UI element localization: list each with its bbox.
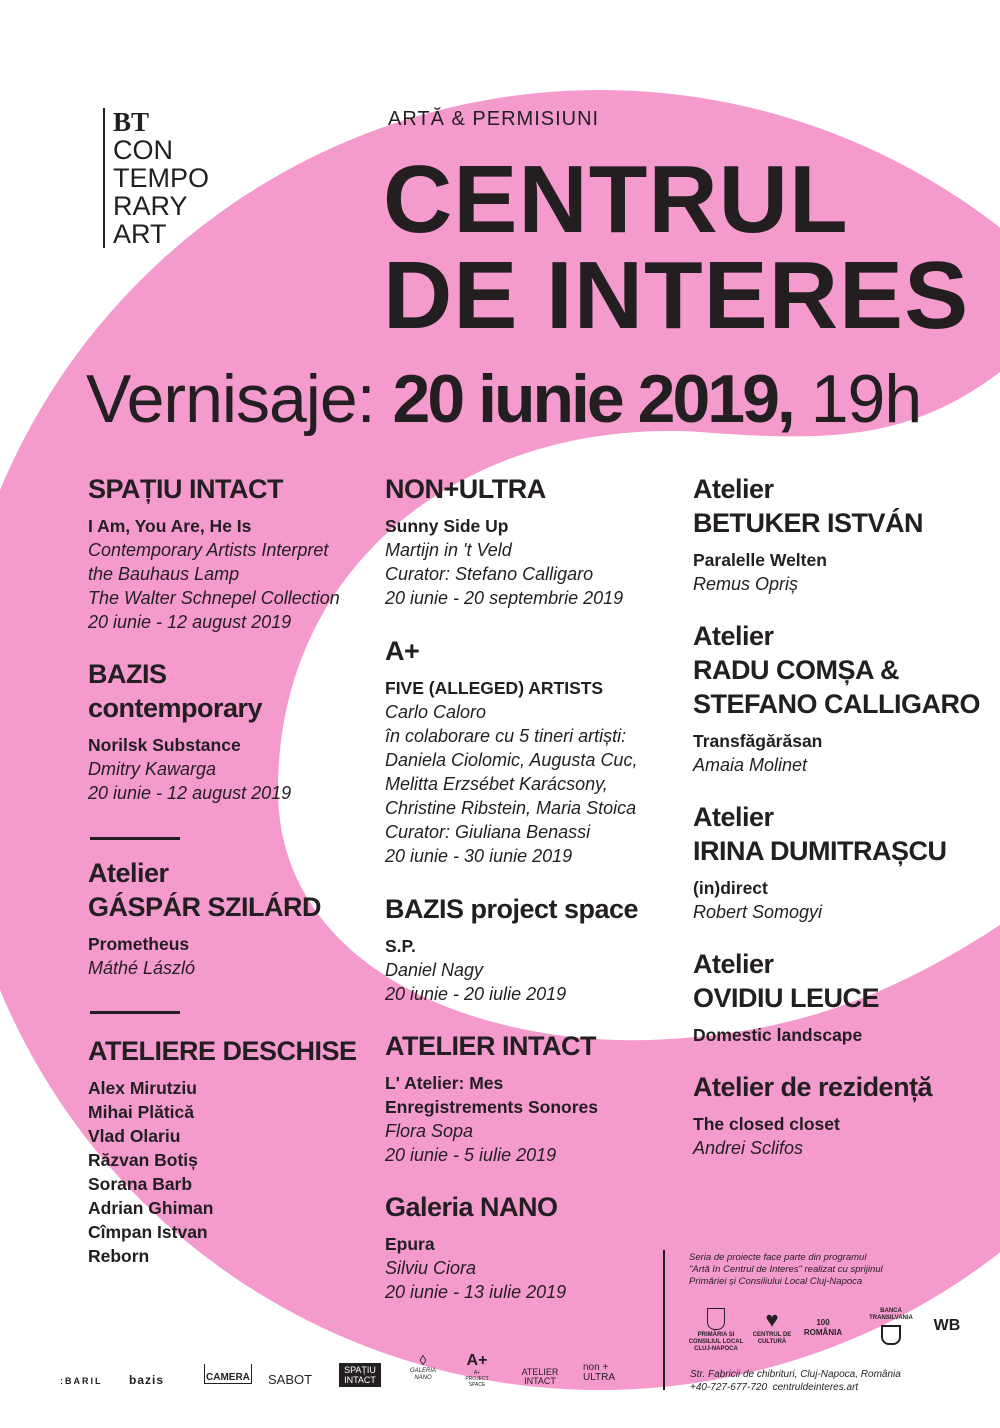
- venue-heading: NON+ULTRA: [385, 474, 546, 504]
- exhibition-title: The closed closet: [693, 1114, 840, 1134]
- venue-heading: Atelier de rezidență: [693, 1072, 933, 1102]
- note-line: Primăriei și Consiliului Local Cluj-Napoca: [689, 1276, 863, 1287]
- partner-logo-bazis: bazis: [129, 1373, 165, 1387]
- partner-logo-atelier-intact: ATELIER INTACT: [521, 1367, 559, 1386]
- venue-heading: RADU COMȘA &: [693, 655, 899, 685]
- venue-heading: Atelier: [693, 949, 774, 979]
- venue-atelier-gaspar: [88, 856, 388, 980]
- exhibition-title: Transfăgărăsan: [693, 731, 823, 751]
- logo-line: CON: [113, 135, 173, 165]
- detail-line: Curator: Stefano Calligaro: [385, 564, 594, 584]
- opening-day: 20 iunie 2019,: [392, 361, 793, 437]
- venue-heading: BAZIS project space: [385, 894, 639, 924]
- opening-label: Vernisaje:: [86, 361, 375, 437]
- sponsor-name: CENTRUL DE CULTURĂ: [752, 1332, 792, 1345]
- venue-bazis-contemporary: [88, 657, 388, 805]
- venue-bazis-project-space: [385, 892, 685, 1006]
- venue-heading: IRINA DUMITRAȘCU: [693, 836, 947, 866]
- partner-logo-non-ultra: non + ULTRA: [583, 1362, 616, 1383]
- phone: +40-727-677-720: [690, 1382, 768, 1393]
- sponsor-wb-logo: [930, 1318, 964, 1334]
- divider: [90, 1011, 180, 1014]
- venue-heading: GÁSPÁR SZILÁRD: [88, 892, 322, 922]
- partner-logo-galeria-nano: [408, 1352, 438, 1382]
- detail-line: Silviu Ciora: [385, 1258, 477, 1278]
- detail-line: Andrei Sclifos: [693, 1138, 804, 1158]
- artist-name: Cîmpan Istvan: [88, 1222, 208, 1242]
- venue-atelier-ovidiu: [693, 947, 993, 1047]
- website-link[interactable]: centruldeinteres.art: [772, 1382, 859, 1393]
- detail-line: 20 iunie - 5 iulie 2019: [385, 1145, 557, 1165]
- title-line: DE INTERES: [383, 242, 970, 349]
- detail-line: 20 iunie - 20 septembrie 2019: [385, 588, 624, 608]
- artist-name: Adrian Ghiman: [88, 1198, 214, 1218]
- logo-line: RARY: [113, 191, 188, 221]
- contact-info: [690, 1368, 901, 1394]
- exhibition-title: S.P.: [385, 936, 416, 956]
- venue-atelier-intact: [385, 1029, 685, 1167]
- artist-name: Mihai Plătică: [88, 1102, 195, 1122]
- venue-heading: SPAȚIU INTACT: [88, 474, 283, 504]
- detail-line: Curator: Giuliana Benassi: [385, 822, 591, 842]
- venue-ateliere-deschise: [88, 1034, 388, 1268]
- logo-line: ART: [113, 219, 167, 249]
- partner-logo-a-plus: [462, 1352, 492, 1388]
- detail-line: The Walter Schnepel Collection: [88, 588, 340, 608]
- detail-line: în colaborare cu 5 tineri artiști:: [385, 726, 627, 746]
- detail-line: 20 iunie - 12 august 2019: [88, 783, 292, 803]
- shield-icon: [881, 1325, 901, 1345]
- exhibition-title: (in)direct: [693, 878, 768, 898]
- venue-heading: Atelier: [88, 858, 169, 888]
- crest-icon: [707, 1308, 725, 1330]
- exhibition-title: FIVE (ALLEGED) ARTISTS: [385, 678, 604, 698]
- venue-a-plus: [385, 634, 685, 868]
- venue-heading: ATELIER INTACT: [385, 1031, 596, 1061]
- detail-line: Carlo Caloro: [385, 702, 487, 722]
- detail-line: Martijn in 't Veld: [385, 540, 512, 560]
- detail-line: the Bauhaus Lamp: [88, 564, 240, 584]
- venue-heading: BETUKER ISTVÁN: [693, 508, 924, 538]
- detail-line: Christine Ribstein, Maria Stoica: [385, 798, 637, 818]
- opening-time: 19h: [810, 361, 922, 437]
- a-plus-mark-icon: A+: [466, 1352, 488, 1369]
- note-line: "Artă în Centrul de Interes" realizat cu sprijinul: [689, 1264, 883, 1275]
- note-line: Seria de proiecte face parte din programul: [689, 1252, 867, 1263]
- artist-name: Răzvan Botiș: [88, 1150, 198, 1170]
- detail-line: Melitta Erzsébet Karácsony,: [385, 774, 608, 794]
- partner-logo-camera: CAMERA: [204, 1364, 252, 1384]
- venue-heading: BAZIS: [88, 659, 167, 689]
- sponsor-100-romania-logo: [800, 1318, 846, 1338]
- artist-name: Reborn: [88, 1246, 150, 1266]
- sponsor-name: WB: [933, 1317, 961, 1334]
- program-note: [689, 1252, 883, 1288]
- bt-contemporary-art-logo: [103, 108, 209, 248]
- venue-atelier-rezidenta: [693, 1070, 993, 1160]
- logo-line: TEMPO: [113, 163, 210, 193]
- venue-atelier-irina: [693, 800, 993, 924]
- footer-divider: [663, 1250, 665, 1390]
- heart-icon: ♥: [765, 1307, 779, 1332]
- poster-title: [383, 146, 970, 349]
- partner-name: A+ PROJECT SPACE: [465, 1370, 489, 1388]
- divider: [90, 837, 180, 840]
- partner-logo-baril: :BARIL: [60, 1376, 103, 1386]
- venue-heading: ATELIERE DESCHISE: [88, 1036, 357, 1066]
- detail-line: Robert Somogyi: [693, 902, 823, 922]
- tagline: ARTĂ & PERMISIUNI: [388, 108, 600, 130]
- venue-heading: OVIDIU LEUCE: [693, 983, 880, 1013]
- venue-heading: Atelier: [693, 621, 774, 651]
- exhibition-title: Sunny Side Up: [385, 516, 509, 536]
- artist-name: Vlad Olariu: [88, 1126, 181, 1146]
- detail-line: Dmitry Kawarga: [88, 759, 217, 779]
- detail-line: 20 iunie - 13 iulie 2019: [385, 1282, 567, 1302]
- venue-heading: STEFANO CALLIGARO: [693, 689, 980, 719]
- sponsor-name: BANCA TRANSILVANIA: [869, 1308, 913, 1321]
- exhibition-title: Norilsk Substance: [88, 735, 241, 755]
- venue-heading: contemporary: [88, 693, 263, 723]
- exhibition-title: Paralelle Welten: [693, 550, 827, 570]
- artist-name: Sorana Barb: [88, 1174, 193, 1194]
- venue-non-ultra: [385, 472, 685, 610]
- partner-logo-sabot: SABOT: [268, 1372, 313, 1387]
- exhibition-title: L' Atelier: Mes: [385, 1073, 504, 1093]
- exhibition-title: Enregistrements Sonores: [385, 1097, 598, 1117]
- detail-line: 20 iunie - 12 august 2019: [88, 612, 292, 632]
- sponsor-banca-transilvania-logo: [868, 1308, 914, 1345]
- exhibition-title: Prometheus: [88, 934, 190, 954]
- detail-line: Amaia Molinet: [693, 755, 808, 775]
- logo-line: BT: [113, 107, 150, 137]
- address: Str. Fabricii de chibrituri, Cluj-Napoca, România: [690, 1369, 901, 1380]
- opening-date: [86, 360, 921, 438]
- sponsor-name: 100 ROMÂNIA: [803, 1318, 843, 1337]
- venue-atelier-betuker: [693, 472, 993, 596]
- exhibition-title: I Am, You Are, He Is: [88, 516, 252, 536]
- detail-line: 20 iunie - 30 iunie 2019: [385, 846, 573, 866]
- exhibition-title: Epura: [385, 1234, 435, 1254]
- partner-name: GALERIA NANO: [409, 1368, 436, 1381]
- sponsor-primaria-logo: [686, 1308, 746, 1353]
- venue-galeria-nano: [385, 1190, 685, 1304]
- exhibition-title: Domestic landscape: [693, 1025, 863, 1045]
- detail-line: Remus Opriș: [693, 574, 799, 594]
- venue-heading: Galeria NANO: [385, 1192, 558, 1222]
- detail-line: 20 iunie - 20 iulie 2019: [385, 984, 567, 1004]
- artist-name: Alex Mirutziu: [88, 1078, 197, 1098]
- venue-heading: Atelier: [693, 474, 774, 504]
- sponsor-name: PRIMĂRIA ȘI CONSILIUL LOCAL CLUJ-NAPOCA: [688, 1332, 744, 1352]
- venue-heading: A+: [385, 636, 420, 666]
- venue-atelier-radu-stefano: [693, 619, 993, 777]
- venue-heading: Atelier: [693, 802, 774, 832]
- detail-line: Daniela Ciolomic, Augusta Cuc,: [385, 750, 638, 770]
- drop-icon: ◊: [419, 1352, 427, 1368]
- detail-line: Daniel Nagy: [385, 960, 484, 980]
- detail-line: Flora Sopa: [385, 1121, 474, 1141]
- partner-logo-spatiu-intact: SPAȚIU INTACT: [339, 1363, 381, 1387]
- detail-line: Contemporary Artists Interpret: [88, 540, 329, 560]
- venue-spatiu-intact: [88, 472, 388, 634]
- detail-line: Máthé László: [88, 958, 196, 978]
- sponsor-cultural-logo: [752, 1308, 792, 1346]
- title-line: CENTRUL: [383, 146, 849, 253]
